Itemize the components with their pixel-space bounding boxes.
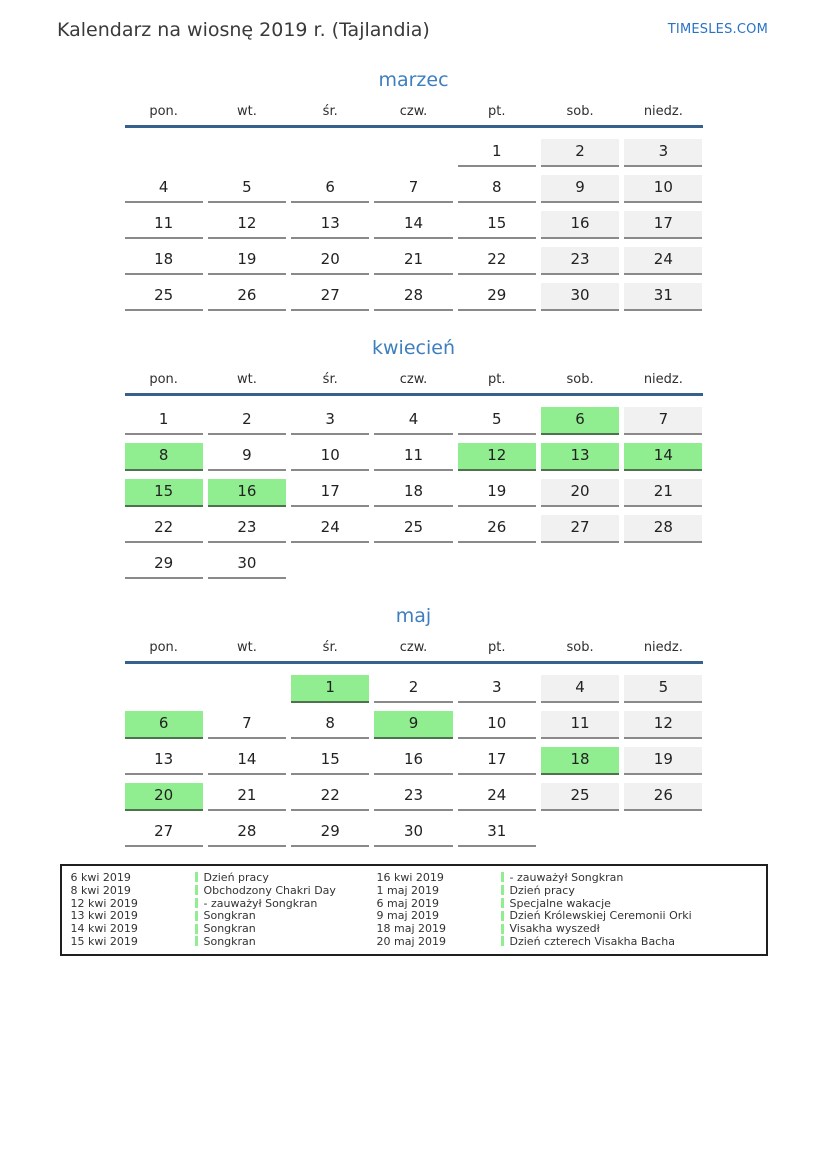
legend-entry — [377, 871, 758, 884]
day-cell: 11 — [125, 211, 203, 239]
legend-entry — [377, 935, 758, 948]
day-cell: 30 — [208, 551, 286, 579]
day-cell: 1 — [125, 407, 203, 435]
brand-link[interactable]: TIMESLES.COM — [667, 22, 768, 37]
legend-entry — [377, 897, 758, 910]
day-grid — [125, 139, 703, 311]
page-header — [0, 0, 827, 41]
day-cell: 18 — [125, 247, 203, 275]
day-cell: 5 — [624, 675, 702, 703]
legend-entry — [377, 909, 758, 922]
legend-label: Obchodzony Chakri Day — [203, 883, 336, 897]
legend-label: Songkran — [203, 922, 256, 936]
day-cell: 10 — [291, 443, 369, 471]
weekday-label: śr. — [322, 640, 338, 655]
day-cell: 1 — [291, 675, 369, 703]
holiday-marker-icon — [501, 911, 504, 921]
day-cell: 14 — [624, 443, 702, 471]
legend-date: 14 kwi 2019 — [70, 922, 138, 936]
holiday-marker-icon — [501, 936, 504, 946]
weekday-label: niedz. — [643, 372, 683, 387]
day-cell: 29 — [291, 819, 369, 847]
weekday-label: sob. — [566, 640, 594, 655]
holiday-marker-icon — [195, 924, 198, 934]
day-cell: 19 — [624, 747, 702, 775]
day-cell: 12 — [208, 211, 286, 239]
holiday-marker-icon — [501, 924, 504, 934]
blank-cell — [541, 819, 619, 847]
day-cell: 31 — [624, 283, 702, 311]
weekday-header-row — [125, 640, 703, 655]
day-cell: 10 — [624, 175, 702, 203]
legend-label: - zauważył Songkran — [203, 896, 318, 910]
weekday-header-row — [125, 104, 703, 119]
weekday-label: śr. — [322, 372, 338, 387]
day-cell: 16 — [208, 479, 286, 507]
day-cell: 20 — [541, 479, 619, 507]
legend-entry — [377, 884, 758, 897]
weekday-label: śr. — [322, 104, 338, 119]
weekday-header-row — [125, 372, 703, 387]
day-cell: 13 — [541, 443, 619, 471]
blank-cell — [208, 139, 286, 167]
holiday-marker-icon — [195, 885, 198, 895]
day-cell: 9 — [541, 175, 619, 203]
month-march — [125, 69, 703, 311]
header-divider — [125, 125, 703, 128]
day-cell: 21 — [208, 783, 286, 811]
day-cell: 12 — [624, 711, 702, 739]
day-cell: 21 — [374, 247, 452, 275]
holiday-marker-icon — [501, 898, 504, 908]
legend-column — [377, 871, 758, 948]
day-cell: 28 — [374, 283, 452, 311]
holiday-marker-icon — [195, 898, 198, 908]
day-cell: 9 — [374, 711, 452, 739]
blank-cell — [291, 551, 369, 579]
day-cell: 26 — [458, 515, 536, 543]
day-cell: 16 — [374, 747, 452, 775]
day-cell: 27 — [125, 819, 203, 847]
day-cell: 14 — [374, 211, 452, 239]
day-cell: 20 — [291, 247, 369, 275]
weekday-label: wt. — [236, 640, 257, 655]
month-title: maj — [395, 605, 432, 627]
blank-cell — [125, 139, 203, 167]
day-cell: 16 — [541, 211, 619, 239]
legend-label: Songkran — [203, 934, 256, 948]
legend-label: Songkran — [203, 909, 256, 923]
blank-cell — [458, 551, 536, 579]
legend-entry — [71, 935, 377, 948]
legend-date: 16 kwi 2019 — [376, 870, 444, 884]
day-cell: 10 — [458, 711, 536, 739]
day-cell: 2 — [541, 139, 619, 167]
day-cell: 2 — [374, 675, 452, 703]
day-cell: 3 — [291, 407, 369, 435]
day-cell: 28 — [208, 819, 286, 847]
blank-cell — [374, 551, 452, 579]
holiday-legend — [60, 864, 768, 956]
month-title: marzec — [378, 69, 449, 91]
legend-date: 15 kwi 2019 — [70, 934, 138, 948]
blank-cell — [125, 675, 203, 703]
weekday-label: niedz. — [643, 640, 683, 655]
legend-column — [71, 871, 377, 948]
day-cell: 25 — [125, 283, 203, 311]
month-april — [125, 337, 703, 579]
day-cell: 24 — [291, 515, 369, 543]
day-cell: 24 — [458, 783, 536, 811]
day-cell: 7 — [374, 175, 452, 203]
legend-label: Dzień pracy — [203, 870, 269, 884]
day-cell: 4 — [541, 675, 619, 703]
day-cell: 22 — [458, 247, 536, 275]
weekday-label: pon. — [149, 640, 178, 655]
legend-label: Dzień Królewskiej Ceremonii Orki — [509, 909, 692, 923]
day-cell: 17 — [624, 211, 702, 239]
weekday-label: wt. — [236, 104, 257, 119]
weekday-label: pon. — [149, 372, 178, 387]
legend-entry — [377, 922, 758, 935]
weekday-label: czw. — [399, 104, 428, 119]
day-grid — [125, 675, 703, 847]
holiday-marker-icon — [501, 885, 504, 895]
day-cell: 23 — [208, 515, 286, 543]
legend-date: 12 kwi 2019 — [70, 896, 138, 910]
legend-entry — [71, 922, 377, 935]
day-cell: 2 — [208, 407, 286, 435]
day-cell: 26 — [624, 783, 702, 811]
day-cell: 1 — [458, 139, 536, 167]
day-cell: 15 — [125, 479, 203, 507]
month-title: kwiecień — [372, 337, 455, 359]
legend-label: - zauważył Songkran — [509, 870, 624, 884]
page-title: Kalendarz na wiosnę 2019 r. (Tajlandia) — [57, 19, 430, 41]
day-cell: 25 — [541, 783, 619, 811]
day-cell: 3 — [624, 139, 702, 167]
day-cell: 31 — [458, 819, 536, 847]
day-cell: 19 — [458, 479, 536, 507]
day-cell: 6 — [541, 407, 619, 435]
weekday-label: pt. — [488, 372, 506, 387]
weekday-label: pon. — [149, 104, 178, 119]
day-cell: 22 — [291, 783, 369, 811]
blank-cell — [624, 551, 702, 579]
day-cell: 20 — [125, 783, 203, 811]
holiday-marker-icon — [195, 911, 198, 921]
day-cell: 18 — [374, 479, 452, 507]
legend-label: Specjalne wakacje — [509, 896, 611, 910]
day-cell: 7 — [208, 711, 286, 739]
day-cell: 3 — [458, 675, 536, 703]
day-cell: 18 — [541, 747, 619, 775]
day-cell: 8 — [291, 711, 369, 739]
blank-cell — [541, 551, 619, 579]
day-cell: 6 — [125, 711, 203, 739]
day-cell: 11 — [541, 711, 619, 739]
blank-cell — [624, 819, 702, 847]
day-cell: 26 — [208, 283, 286, 311]
holiday-marker-icon — [195, 936, 198, 946]
day-cell: 27 — [541, 515, 619, 543]
holiday-marker-icon — [501, 872, 504, 882]
day-cell: 17 — [458, 747, 536, 775]
legend-entry — [71, 897, 377, 910]
month-may — [125, 605, 703, 847]
header-divider — [125, 661, 703, 664]
day-cell: 4 — [125, 175, 203, 203]
day-cell: 29 — [458, 283, 536, 311]
blank-cell — [291, 139, 369, 167]
legend-date: 1 maj 2019 — [376, 883, 439, 897]
weekday-label: sob. — [566, 372, 594, 387]
weekday-label: wt. — [236, 372, 257, 387]
legend-date: 20 maj 2019 — [376, 934, 446, 948]
day-cell: 14 — [208, 747, 286, 775]
holiday-marker-icon — [195, 872, 198, 882]
day-cell: 13 — [125, 747, 203, 775]
legend-entry — [71, 884, 377, 897]
day-cell: 13 — [291, 211, 369, 239]
day-cell: 12 — [458, 443, 536, 471]
weekday-label: pt. — [488, 640, 506, 655]
day-cell: 11 — [374, 443, 452, 471]
day-cell: 15 — [291, 747, 369, 775]
legend-date: 9 maj 2019 — [376, 909, 439, 923]
legend-entry — [71, 871, 377, 884]
day-cell: 30 — [374, 819, 452, 847]
day-cell: 8 — [125, 443, 203, 471]
day-cell: 5 — [208, 175, 286, 203]
header-divider — [125, 393, 703, 396]
day-cell: 23 — [541, 247, 619, 275]
day-cell: 24 — [624, 247, 702, 275]
day-cell: 23 — [374, 783, 452, 811]
legend-entry — [71, 909, 377, 922]
day-cell: 5 — [458, 407, 536, 435]
legend-date: 8 kwi 2019 — [70, 883, 131, 897]
legend-label: Visakha wyszedł — [509, 922, 600, 936]
day-grid — [125, 407, 703, 579]
day-cell: 9 — [208, 443, 286, 471]
legend-date: 18 maj 2019 — [376, 922, 446, 936]
legend-date: 13 kwi 2019 — [70, 909, 138, 923]
day-cell: 22 — [125, 515, 203, 543]
day-cell: 29 — [125, 551, 203, 579]
day-cell: 4 — [374, 407, 452, 435]
day-cell: 15 — [458, 211, 536, 239]
weekday-label: czw. — [399, 640, 428, 655]
day-cell: 25 — [374, 515, 452, 543]
day-cell: 30 — [541, 283, 619, 311]
day-cell: 21 — [624, 479, 702, 507]
weekday-label: niedz. — [643, 104, 683, 119]
day-cell: 19 — [208, 247, 286, 275]
weekday-label: sob. — [566, 104, 594, 119]
day-cell: 6 — [291, 175, 369, 203]
legend-label: Dzień pracy — [509, 883, 575, 897]
day-cell: 28 — [624, 515, 702, 543]
weekday-label: czw. — [399, 372, 428, 387]
blank-cell — [208, 675, 286, 703]
legend-date: 6 maj 2019 — [376, 896, 439, 910]
day-cell: 7 — [624, 407, 702, 435]
weekday-label: pt. — [488, 104, 506, 119]
day-cell: 27 — [291, 283, 369, 311]
legend-date: 6 kwi 2019 — [70, 870, 131, 884]
day-cell: 17 — [291, 479, 369, 507]
blank-cell — [374, 139, 452, 167]
legend-label: Dzień czterech Visakha Bacha — [509, 934, 675, 948]
day-cell: 8 — [458, 175, 536, 203]
